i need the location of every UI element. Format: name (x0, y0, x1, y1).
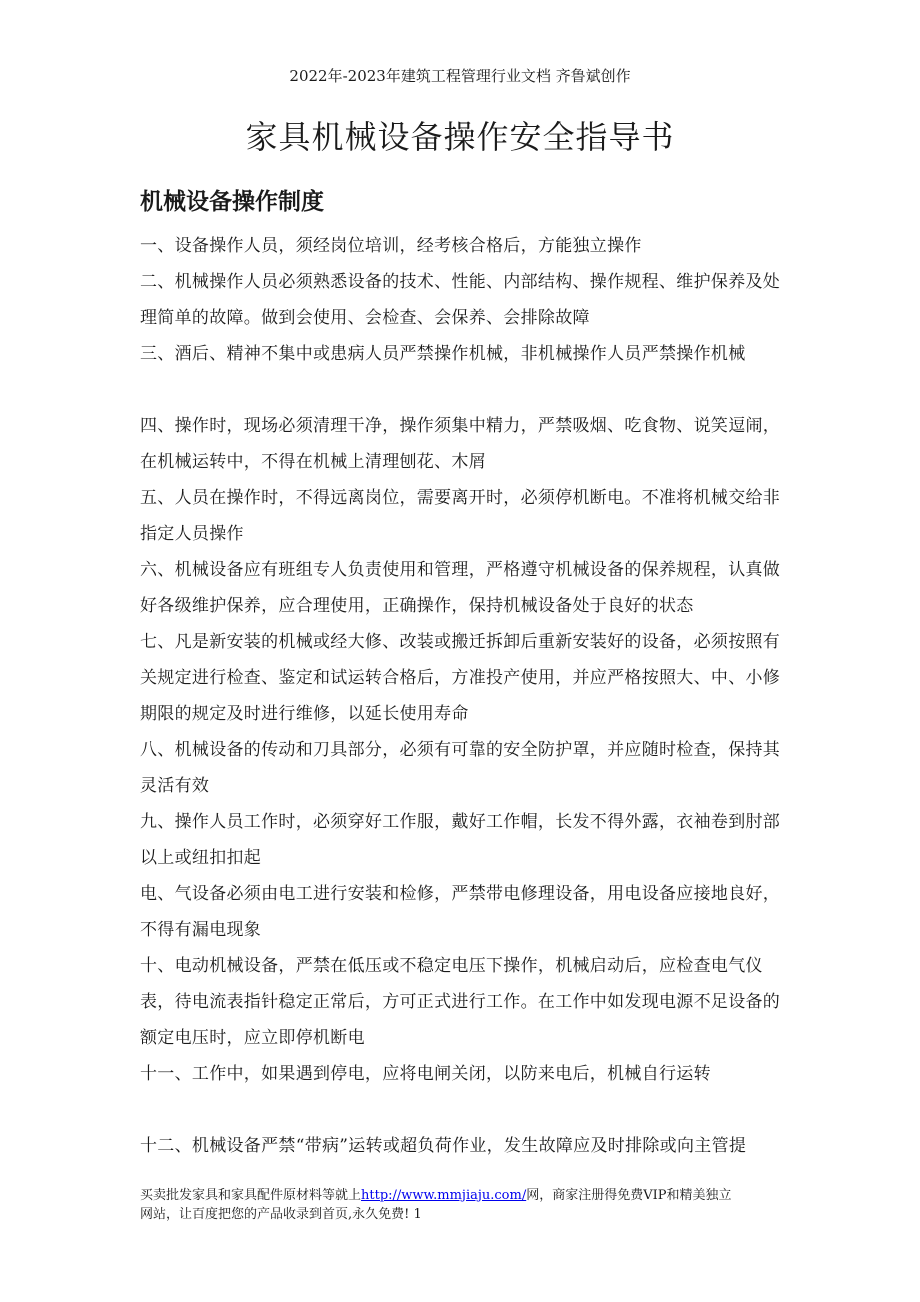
clause-7: 七、凡是新安装的机械或经大修、改装或搬迁拆卸后重新安装好的设备，必须按照有关规定进行检查、鉴定和试运转合格后，方准投产使用，并应严格按照大、中、小修期限的规定及时进行维修，以延长使用寿命 (140, 632, 781, 724)
clause-2: 二、机械操作人员必须熟悉设备的技术、性能、内部结构、操作规程、维护保养及处理简单的故障。做到会使用、会检查、会保养、会排除故障 (140, 272, 781, 328)
footer-text-before-link: 买卖批发家具和家具配件原材料等就上 (140, 1188, 362, 1203)
clause-electrical: 电、气设备必须由电工进行安装和检修，严禁带电修理设备，用电设备应接地良好，不得有漏电现象 (140, 884, 781, 940)
clause-6: 六、机械设备应有班组专人负责使用和管理，严格遵守机械设备的保养规程，认真做好各级维护保养，应合理使用，正确操作，保持机械设备处于良好的状态 (140, 560, 781, 616)
footer-website-link[interactable]: http://www.mmjiaju.com/ (361, 1188, 527, 1203)
footer-line-1 (140, 1186, 780, 1205)
document-header: 2022年-2023年建筑工程管理行业文档 齐鲁斌创作 (289, 67, 631, 85)
clause-5: 五、人员在操作时，不得远离岗位，需要离开时，必须停机断电。不准将机械交给非指定人员操作 (140, 488, 781, 544)
page-number: 1 (413, 1207, 422, 1222)
clause-11: 十一、工作中，如果遇到停电，应将电闸关闭，以防来电后，机械自行运转 (140, 1064, 711, 1084)
clause-8: 八、机械设备的传动和刀具部分，必须有可靠的安全防护罩，并应随时检查，保持其灵活有效 (140, 740, 781, 796)
document-footer (140, 1186, 780, 1224)
section-heading: 机械设备操作制度 (140, 189, 324, 215)
document-title: 家具机械设备操作安全指导书 (245, 118, 675, 156)
clause-4: 四、操作时，现场必须清理干净，操作须集中精力，严禁吸烟、吃食物、说笑逗闹，在机械运转中，不得在机械上清理刨花、木屑 (140, 416, 781, 472)
clause-1: 一、设备操作人员，须经岗位培训，经考核合格后，方能独立操作 (140, 236, 642, 256)
footer-text-after-link: 网，商家注册得免费VIP和精美独立 (526, 1188, 732, 1203)
footer-text-line-2: 网站，让百度把您的产品收录到首页,永久免费! (140, 1207, 410, 1222)
blank-line (140, 372, 782, 408)
blank-line (140, 1092, 782, 1128)
clause-12: 十二、机械设备严禁“带病”运转或超负荷作业，发生故障应及时排除或向主管提 (140, 1136, 747, 1156)
clause-3: 三、酒后、精神不集中或患病人员严禁操作机械，非机械操作人员严禁操作机械 (140, 344, 746, 364)
clause-9: 九、操作人员工作时，必须穿好工作服，戴好工作帽，长发不得外露，衣袖卷到肘部以上或纽扣扣起 (140, 812, 781, 868)
footer-line-2 (140, 1205, 780, 1224)
document-body (140, 228, 782, 1164)
clause-10: 十、电动机械设备，严禁在低压或不稳定电压下操作，机械启动后，应检查电气仪表，待电流表指针稳定正常后，方可正式进行工作。在工作中如发现电源不足设备的额定电压时，应立即停机断电 (140, 956, 781, 1048)
